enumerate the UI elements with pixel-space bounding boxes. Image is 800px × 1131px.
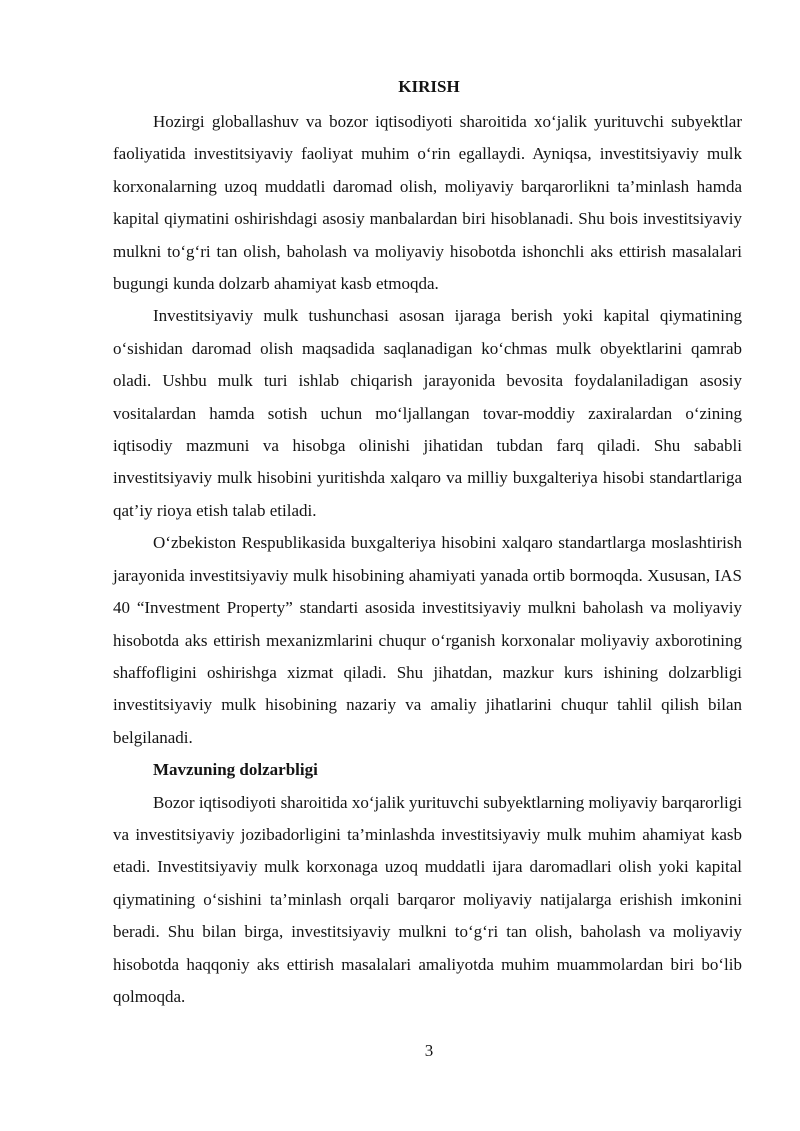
document-body — [113, 106, 742, 1013]
paragraph-4: Bozor iqtisodiyoti sharoitida xo‘jalik yurituvchi subyektlarning moliyaviy barqarorligi va investitsiyaviy jozibadorligini ta’minlashda investitsiyaviy mulk muhim ahamiyat kasb etadi. Investitsiyaviy mulk korxonaga uzoq muddatli ijara daromadlari olish yoki kapital qiymatining o‘sishini ta’minlash orqali barqaror moliyaviy natijalarga erishish imkonini beradi. Shu bilan birga, investitsiyaviy mulkni to‘g‘ri tan olish, baholash va moliyaviy hisobotda haqqoniy aks ettirish masalalari amaliyotda muhim muammolardan biri bo‘lib qolmoqda. — [113, 792, 742, 1006]
section-heading: Mavzuning dolzarbligi — [153, 760, 318, 780]
paragraph-3: O‘zbekiston Respublikasida buxgalteriya hisobini xalqaro standartlarga moslashtirish jarayonida investitsiyaviy mulk hisobining ahamiyati yanada ortib bormoqda. Xususan, IAS 40 “Investment Property” standarti asosida investitsiyaviy mulkni baholash va moliyaviy hisobotda aks ettirish mexanizmlarini chuqur o‘rganish korxonalar moliyaviy axborotining shaffofligini oshirishga xizmat qiladi. Shu jihatdan, mazkur kurs ishining dolzarbligi investitsiyaviy mulk hisobining nazariy va amaliy jihatlarini chuqur tahlil qilish bilan belgilanadi. — [113, 533, 742, 747]
page-title: KIRISH — [398, 77, 460, 96]
page-number: 3 — [424, 1041, 434, 1060]
paragraph-2: Investitsiyaviy mulk tushunchasi asosan ijaraga berish yoki kapital qiymatining o‘sishidan daromad olish maqsadida saqlanadigan ko‘chmas mulk obyektlarini qamrab oladi. Ushbu mulk turi ishlab chiqarish jarayonida bevosita foydalaniladigan asosiy vositalardan hamda sotish uchun mo‘ljallangan tovar-moddiy zaxiralardan o‘zining iqtisodiy mazmuni va hisobga olinishi jihatidan tubdan farq qiladi. Shu sababli investitsiyaviy mulk hisobini yuritishda xalqaro va milliy buxgalteriya hisobi standartlariga qat’iy rioya etish talab etiladi. — [113, 306, 742, 520]
paragraph-1: Hozirgi globallashuv va bozor iqtisodiyoti sharoitida xo‘jalik yurituvchi subyektlar faoliyatida investitsiyaviy faoliyat muhim o‘rin egallaydi. Ayniqsa, investitsiyaviy mulk korxonalarning uzoq muddatli daromad olish, moliyaviy barqarorlikni ta’minlash hamda kapital qiymatini oshirishdagi asosiy manbalardan biri hisoblanadi. Shu bois investitsiyaviy mulkni to‘g‘ri tan olish, baholash va moliyaviy hisobotda ishonchli aks ettirish masalalari bugungi kunda dolzarb ahamiyat kasb etmoqda. — [113, 112, 742, 294]
